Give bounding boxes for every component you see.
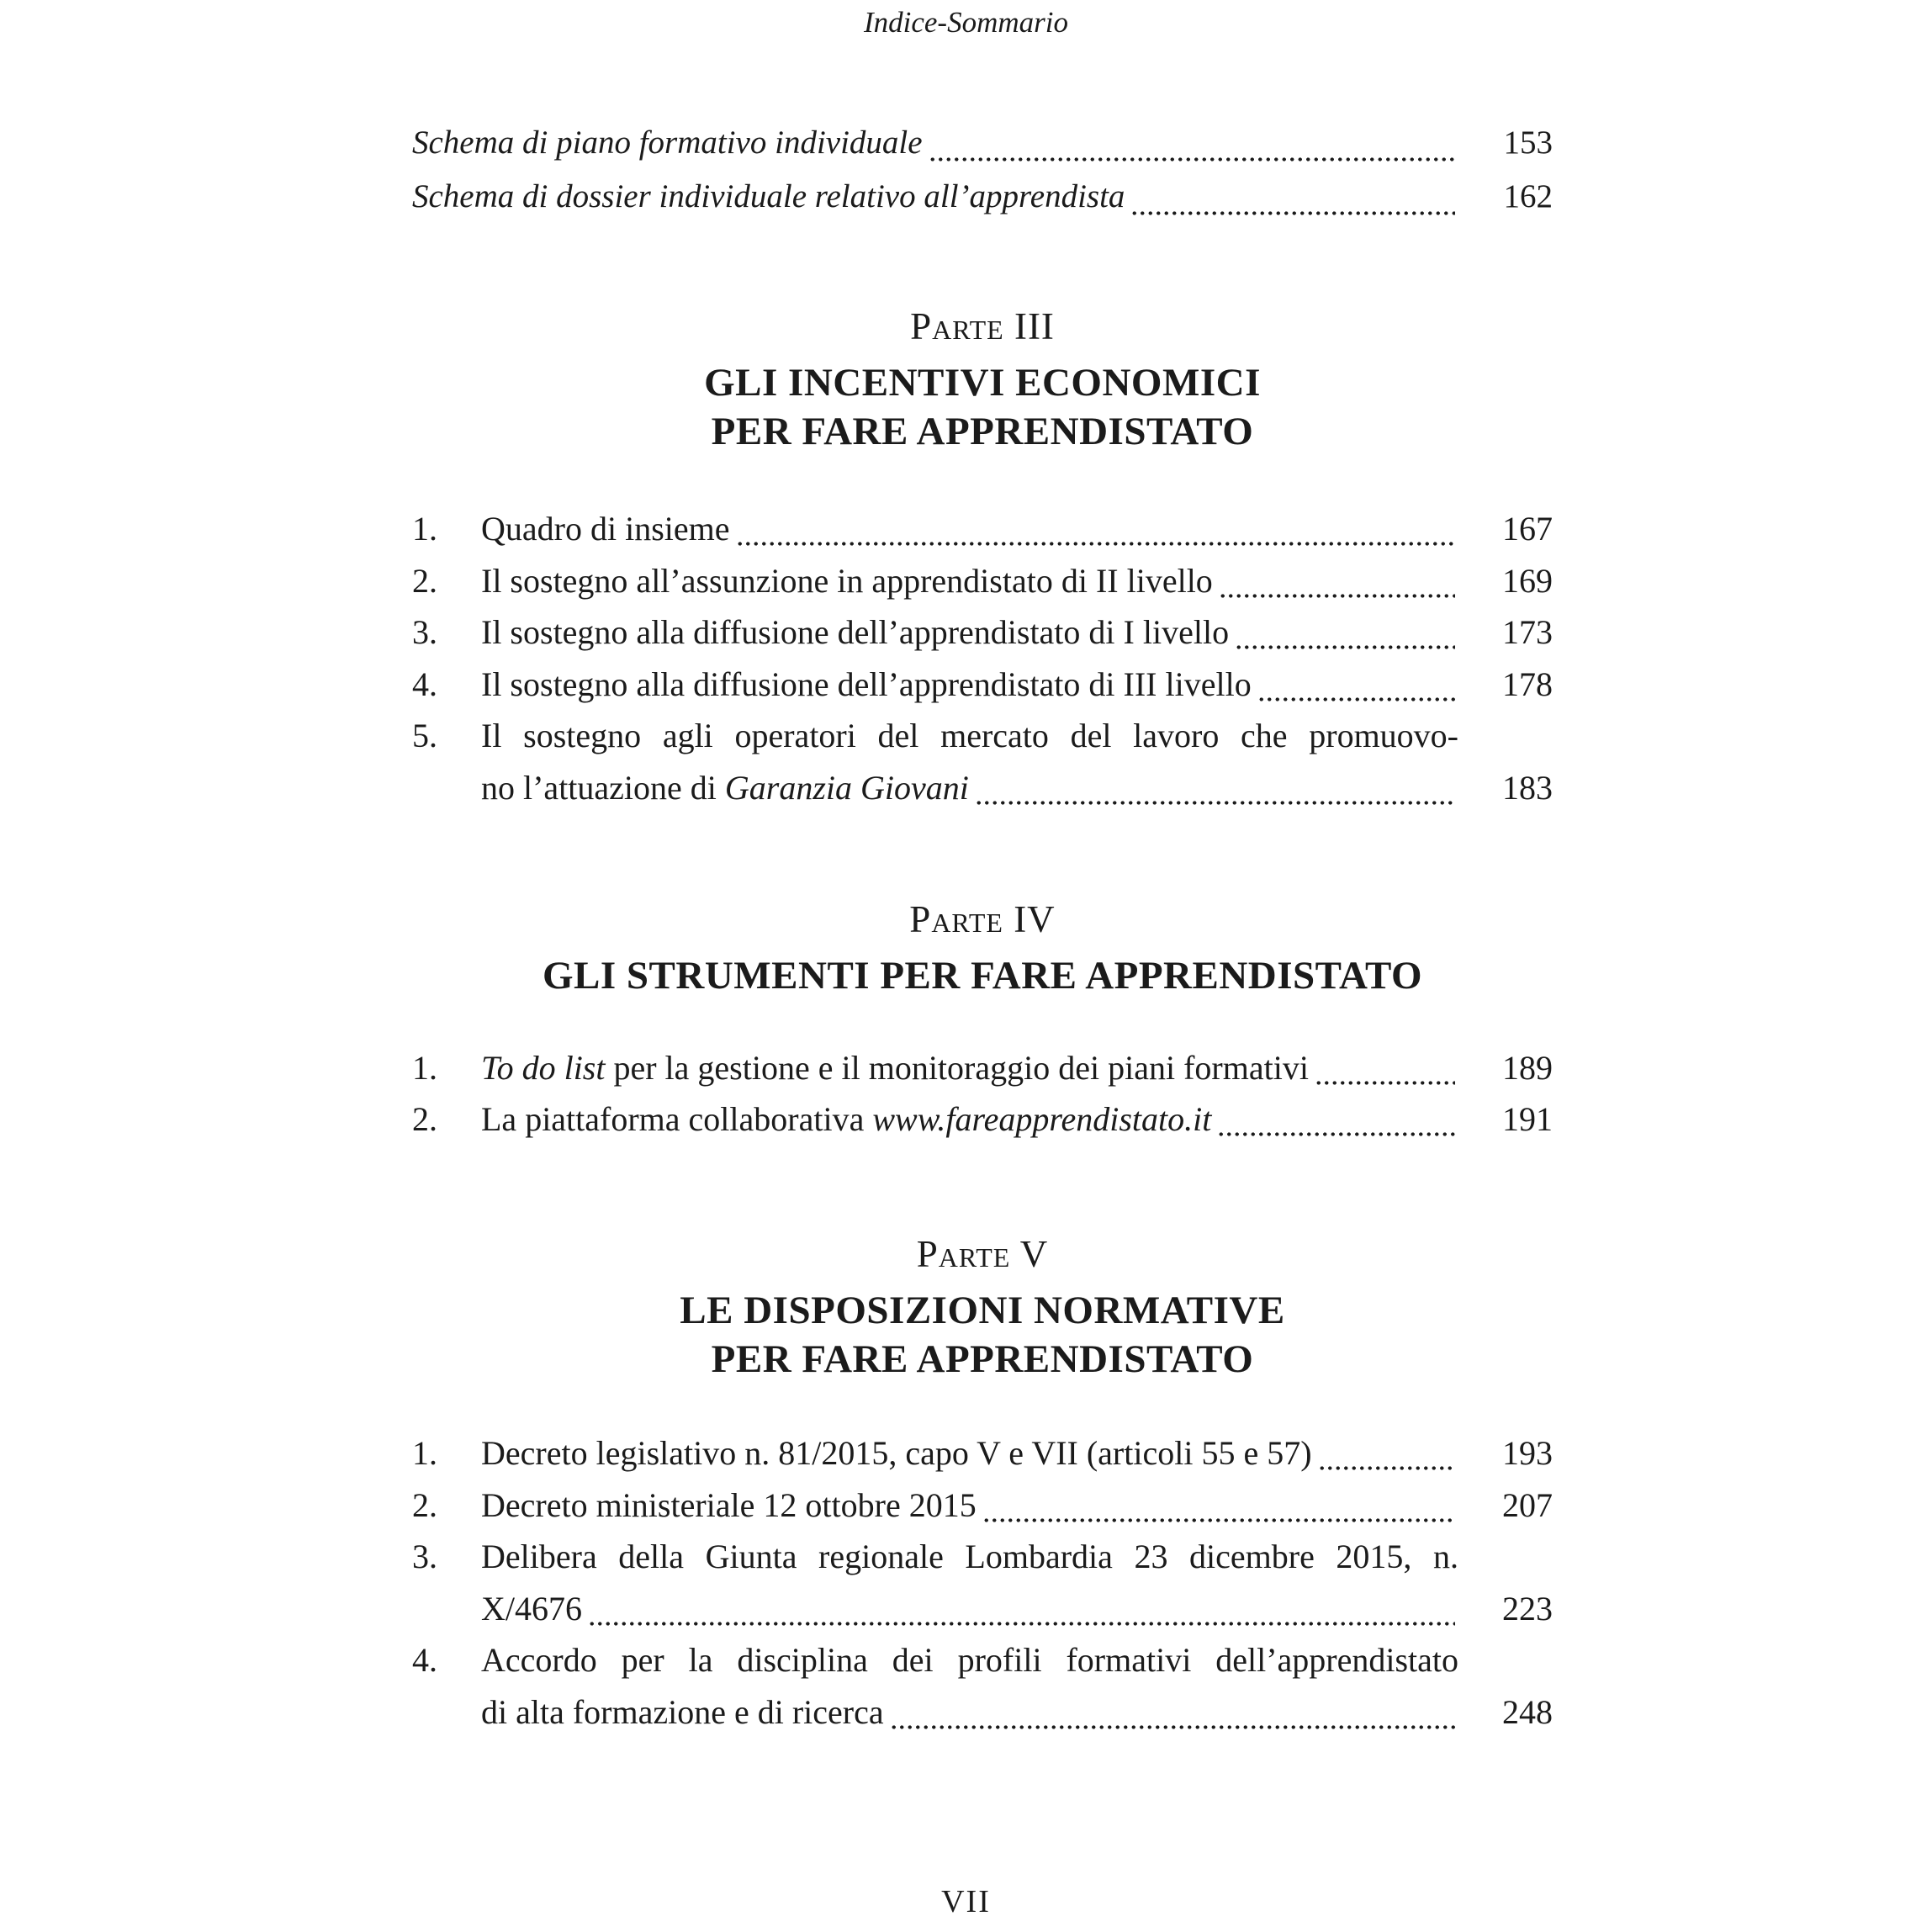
entry-text: Decreto ministeriale 12 ottobre 2015 (481, 1485, 977, 1524)
toc-entry-continuation (412, 1686, 1553, 1738)
part-title (412, 951, 1553, 1000)
entry-text-italic: Garanzia Giovani (724, 768, 969, 807)
dot-leader (1257, 696, 1455, 702)
toc-entry-continuation (412, 762, 1553, 813)
toc-entry (412, 1634, 1553, 1686)
toc-content (412, 116, 1553, 1738)
page-number: 162 (1503, 178, 1553, 214)
dot-leader (890, 1724, 1455, 1730)
page-number: 173 (1502, 613, 1553, 651)
entry-text-plain: no l’attuazione di (481, 768, 725, 807)
dot-leader (1235, 644, 1455, 650)
part-section-5 (412, 1232, 1553, 1738)
dot-leader (1315, 1080, 1455, 1086)
item-number: 4. (412, 1641, 437, 1679)
toc-entry (412, 170, 1553, 224)
item-number: 2. (412, 561, 437, 600)
page-number: 191 (1502, 1100, 1553, 1138)
entry-text: Delibera della Giunta regionale Lombardia 23 dicembre 2015, n. (481, 1538, 1458, 1575)
part-title-line: PER FARE APPRENDISTATO (711, 1337, 1254, 1381)
entry-text: Il sostegno alla diffusione dell’apprendistato di III livello (481, 664, 1252, 703)
entry-text: X/4676 (481, 1589, 582, 1628)
entry-text (481, 762, 969, 813)
entry-text-italic: To do list (481, 1048, 606, 1087)
dot-leader (1217, 1131, 1455, 1137)
toc-entry (412, 1093, 1553, 1145)
entry-text: Il sostegno all’assunzione in apprendistato di II livello (481, 561, 1213, 600)
toc-entry (412, 503, 1553, 554)
entry-text: Schema di piano formativo individuale (412, 124, 923, 161)
item-number: 1. (412, 1048, 437, 1087)
page-number: 178 (1502, 664, 1553, 703)
entry-text: Il sostegno alla diffusione dell’apprendistato di I livello (481, 613, 1230, 651)
item-number: 2. (412, 1100, 437, 1138)
part-title-line: PER FARE APPRENDISTATO (711, 410, 1254, 453)
toc-list (412, 503, 1553, 813)
part-label: Parte V (916, 1233, 1049, 1275)
item-number: 1. (412, 1434, 437, 1472)
entry-text: Accordo per la disciplina dei profili formativi dell’apprendistato (481, 1641, 1458, 1679)
part-section-3 (412, 304, 1553, 813)
item-number: 5. (412, 717, 437, 754)
item-number: 1. (412, 510, 437, 548)
dot-leader (1130, 210, 1455, 216)
dot-leader (1219, 593, 1455, 599)
part-label: Parte IV (909, 897, 1056, 940)
dot-leader (975, 800, 1455, 806)
page-number: 189 (1502, 1048, 1553, 1087)
toc-list (412, 1427, 1553, 1738)
toc-list (412, 1042, 1553, 1146)
item-number: 2. (412, 1485, 437, 1524)
toc-entry-continuation (412, 1583, 1553, 1634)
entry-text-plain: per la gestione e il monitoraggio dei piani formativi (605, 1048, 1309, 1087)
toc-entry (412, 606, 1553, 658)
toc-entry (412, 710, 1553, 761)
page-number: 183 (1502, 768, 1553, 807)
part-title-line: GLI INCENTIVI ECONOMICI (704, 361, 1261, 405)
item-number: 4. (412, 664, 437, 703)
dot-leader (982, 1517, 1455, 1523)
dot-leader (929, 156, 1455, 162)
entry-text: Quadro di insieme (481, 510, 730, 548)
entry-text: di alta formazione e di ricerca (481, 1692, 884, 1731)
toc-entry (412, 1479, 1553, 1531)
entry-text-plain: La piattaforma collaborativa (481, 1100, 873, 1138)
entry-text (481, 1042, 1309, 1093)
page-number: 167 (1502, 510, 1553, 548)
toc-entry (412, 659, 1553, 710)
dot-leader (588, 1621, 1455, 1627)
entry-text (481, 1093, 1211, 1145)
page-number: 223 (1502, 1589, 1553, 1628)
page-number: 169 (1502, 561, 1553, 600)
dot-leader (1318, 1465, 1455, 1471)
part-title-line: GLI STRUMENTI PER FARE APPRENDISTATO (542, 953, 1423, 998)
footer-page-number: VII (941, 1884, 991, 1919)
toc-entry (412, 1427, 1553, 1479)
part-section-4 (412, 897, 1553, 1146)
toc-entry (412, 555, 1553, 606)
entry-text: Decreto legislativo n. 81/2015, capo V e VII (articoli 55 e 57) (481, 1434, 1312, 1472)
toc-entry (412, 1042, 1553, 1093)
item-number: 3. (412, 1538, 437, 1575)
page-number: 153 (1503, 124, 1553, 161)
part-title-line: LE DISPOSIZIONI NORMATIVE (680, 1289, 1285, 1332)
item-number: 3. (412, 613, 437, 651)
front-toc (412, 116, 1553, 224)
entry-text-italic: www.fareapprendistato.it (872, 1100, 1212, 1138)
part-label: Parte III (910, 305, 1055, 347)
page-number: 193 (1502, 1434, 1553, 1472)
entry-text: Il sostegno agli operatori del mercato del lavoro che promuovo- (481, 717, 1458, 754)
entry-text: Schema di dossier individuale relativo all’apprendista (412, 178, 1125, 214)
part-title (412, 358, 1553, 456)
toc-entry (412, 1531, 1553, 1582)
page-number: 207 (1502, 1485, 1553, 1524)
dot-leader (736, 541, 1456, 547)
page-header: Indice-Sommario (863, 6, 1068, 39)
page-number: 248 (1502, 1692, 1553, 1731)
toc-entry (412, 116, 1553, 170)
part-title (412, 1286, 1553, 1384)
